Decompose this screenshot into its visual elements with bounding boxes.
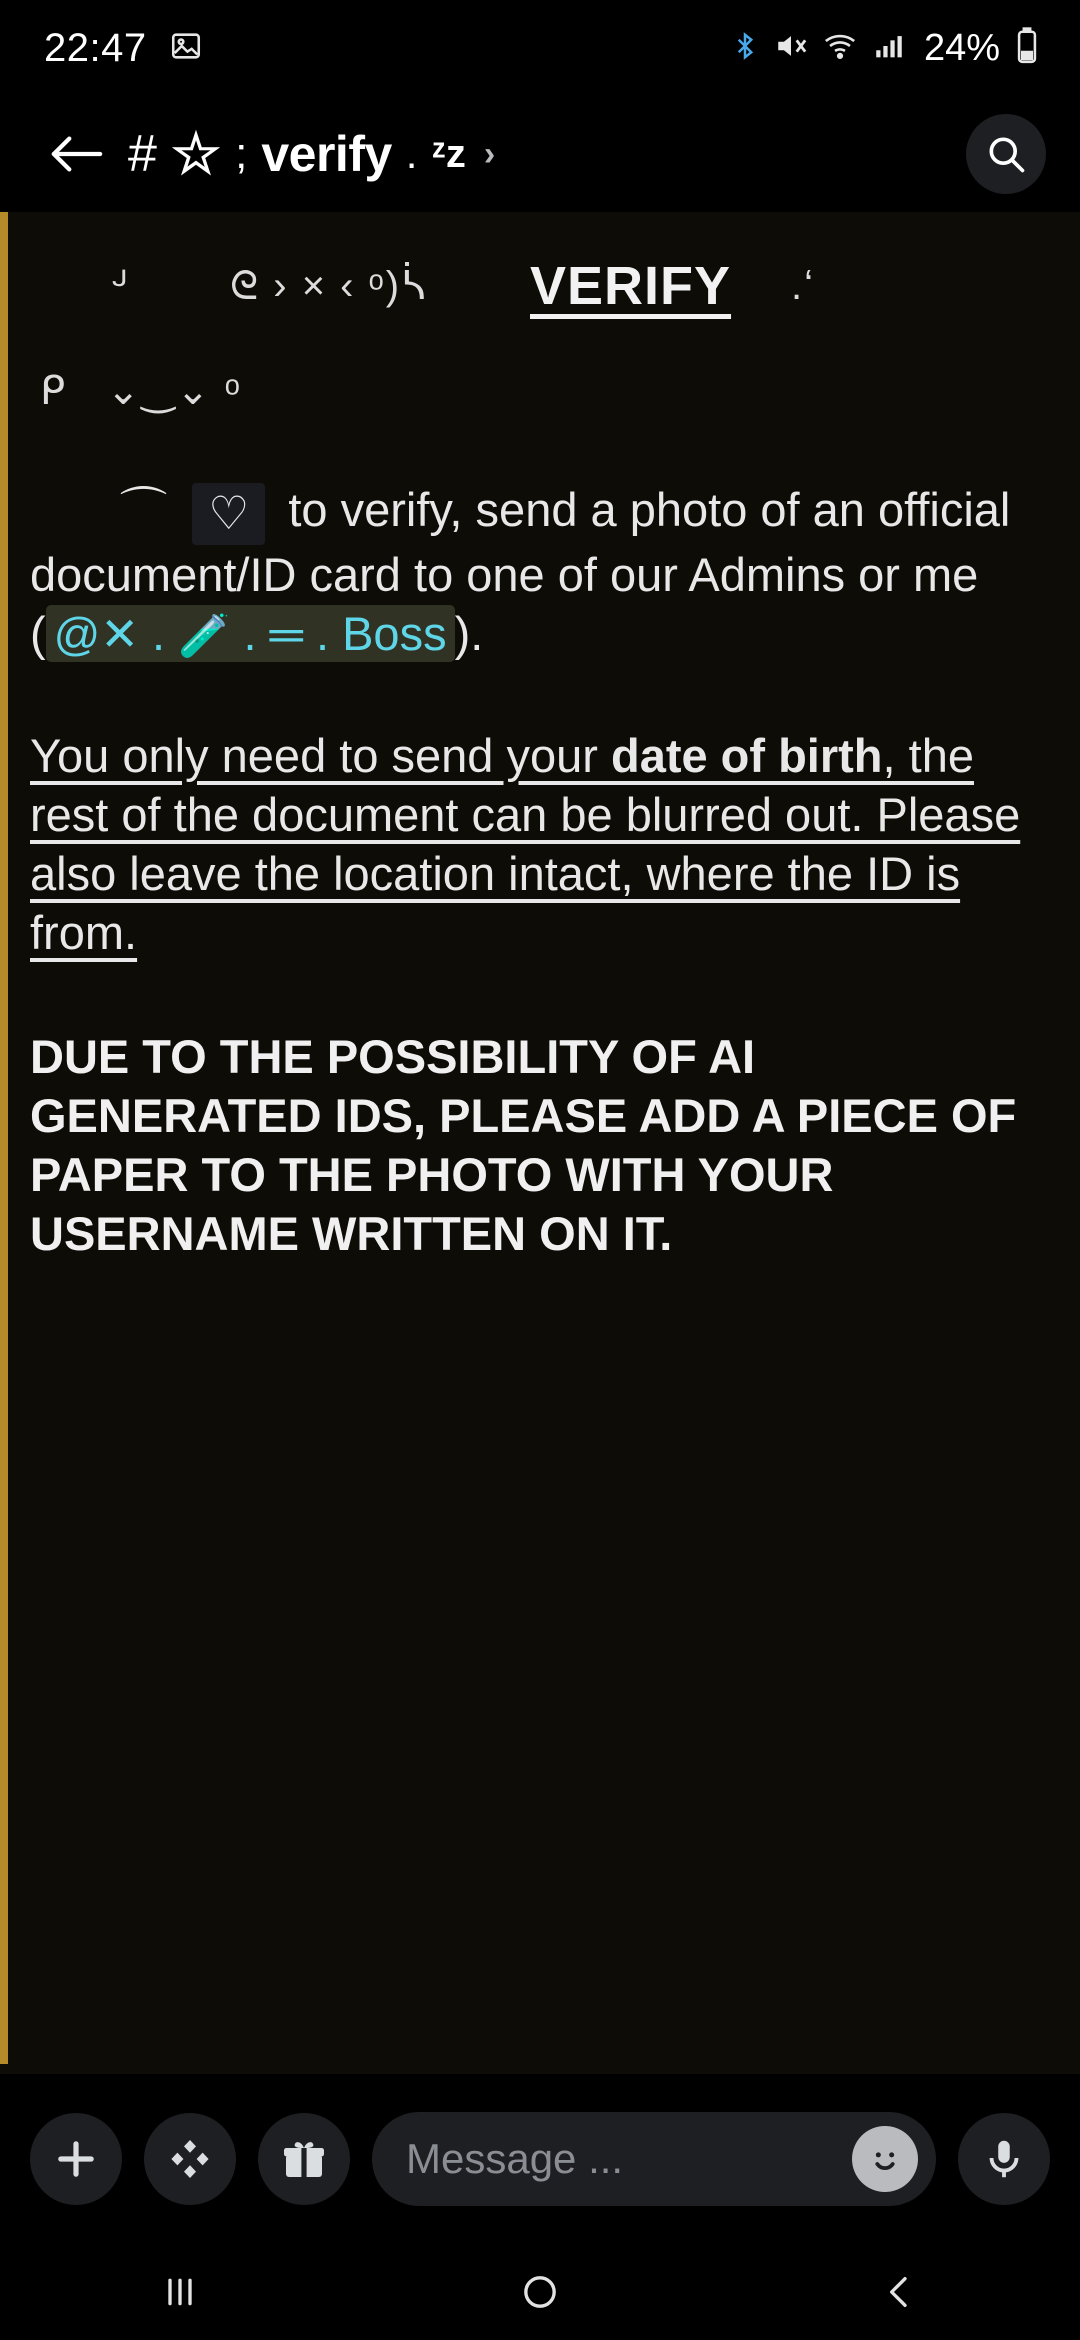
signal-icon xyxy=(872,29,906,68)
mention-at: @✕ xyxy=(53,607,139,660)
recents-button[interactable] xyxy=(110,2244,250,2340)
voice-message-button[interactable] xyxy=(958,2113,1050,2205)
apps-icon xyxy=(166,2135,214,2183)
ascii-right: .ʻ xyxy=(791,263,816,308)
message-input[interactable] xyxy=(372,2112,936,2206)
home-button[interactable] xyxy=(470,2244,610,2340)
app-header xyxy=(0,96,1080,212)
channel-hash: # xyxy=(128,125,157,183)
admin-mention[interactable] xyxy=(46,605,455,662)
status-time: 22:47 xyxy=(44,25,147,70)
wifi-icon xyxy=(822,29,858,68)
plus-icon xyxy=(50,2133,102,2185)
search-button[interactable] xyxy=(966,114,1046,194)
image-icon xyxy=(169,29,203,68)
status-bar xyxy=(0,0,1080,96)
ai-warning-paragraph: DUE TO THE POSSIBILITY OF AI GENERATED IDS, PLEASE ADD A PIECE OF PAPER TO THE PHOTO WITH YOUR USERNAME WRITTEN ON IT. xyxy=(30,1029,1017,1261)
add-attachment-button[interactable] xyxy=(30,2113,122,2205)
gift-button[interactable] xyxy=(258,2113,350,2205)
system-navigation-bar xyxy=(0,2244,1080,2340)
verify-instructions-paragraph xyxy=(30,424,1050,664)
channel-zz: ᶻz xyxy=(431,131,466,176)
mute-icon xyxy=(774,29,808,68)
home-icon xyxy=(520,2272,560,2312)
emoji-button[interactable] xyxy=(852,2126,918,2192)
dob-text-pre: You only need to send your xyxy=(30,728,611,782)
status-bar-right xyxy=(730,27,1040,70)
message-composer xyxy=(0,2074,1080,2244)
test-tube-icon: 🧪 xyxy=(178,611,231,659)
bluetooth-icon xyxy=(730,29,760,68)
ascii-art-line-2: ᑭ ⌄‿⌄ ᵒ xyxy=(40,369,242,413)
battery-icon xyxy=(1014,27,1040,70)
battery-percent: 24% xyxy=(923,26,1000,69)
mention-dot-2: . xyxy=(243,606,257,660)
dob-instructions-paragraph xyxy=(30,664,1050,963)
message-input-placeholder: Message ... xyxy=(406,2135,624,2182)
heart-emoji-icon: ♡ xyxy=(192,483,265,545)
message-list[interactable] xyxy=(0,212,1080,2074)
mention-dot-3: . xyxy=(315,606,330,660)
ascii-left: ᒢ xyxy=(110,264,130,308)
dob-text-bold: date of birth xyxy=(610,728,883,782)
apps-button[interactable] xyxy=(144,2113,236,2205)
mention-equals: ═ xyxy=(269,606,303,660)
channel-title[interactable] xyxy=(120,121,966,187)
verify-instructions-text-end: ). xyxy=(454,606,484,660)
back-button[interactable] xyxy=(34,111,120,197)
ascii-arc: ⌒ xyxy=(120,483,169,536)
message-content xyxy=(0,212,1080,1263)
dob-text-post: , the rest of the document can be blurred out. Please also leave the location intact, where the ID is from. xyxy=(30,728,1021,960)
status-bar-left xyxy=(44,26,203,71)
microphone-icon xyxy=(981,2136,1027,2182)
chevron-right-icon: › xyxy=(483,134,496,173)
message-accent-bar xyxy=(0,212,8,2064)
ascii-art-line-1 xyxy=(30,240,1050,332)
channel-dot: . xyxy=(405,130,418,177)
search-icon xyxy=(984,132,1028,176)
mention-boss: Boss xyxy=(342,606,447,660)
mention-dot-1: . xyxy=(151,606,166,660)
nav-back-icon xyxy=(880,2272,920,2312)
emoji-smiley-icon xyxy=(860,2134,910,2184)
channel-semicolon: ; xyxy=(235,129,248,178)
gift-icon xyxy=(280,2135,328,2183)
star-icon: ☆ xyxy=(170,122,222,185)
verify-instructions-text: to verify, send a photo of an official document/ID card to one of our Admins or me ( xyxy=(30,483,1011,660)
nav-back-button[interactable] xyxy=(830,2244,970,2340)
recents-icon xyxy=(160,2272,200,2312)
back-arrow-icon xyxy=(50,132,104,176)
ascii-mid: ᘓ › × ‹ ᵒ)ᓵ xyxy=(230,264,428,308)
channel-name: verify xyxy=(261,126,392,182)
verify-heading: VERIFY xyxy=(530,256,732,316)
